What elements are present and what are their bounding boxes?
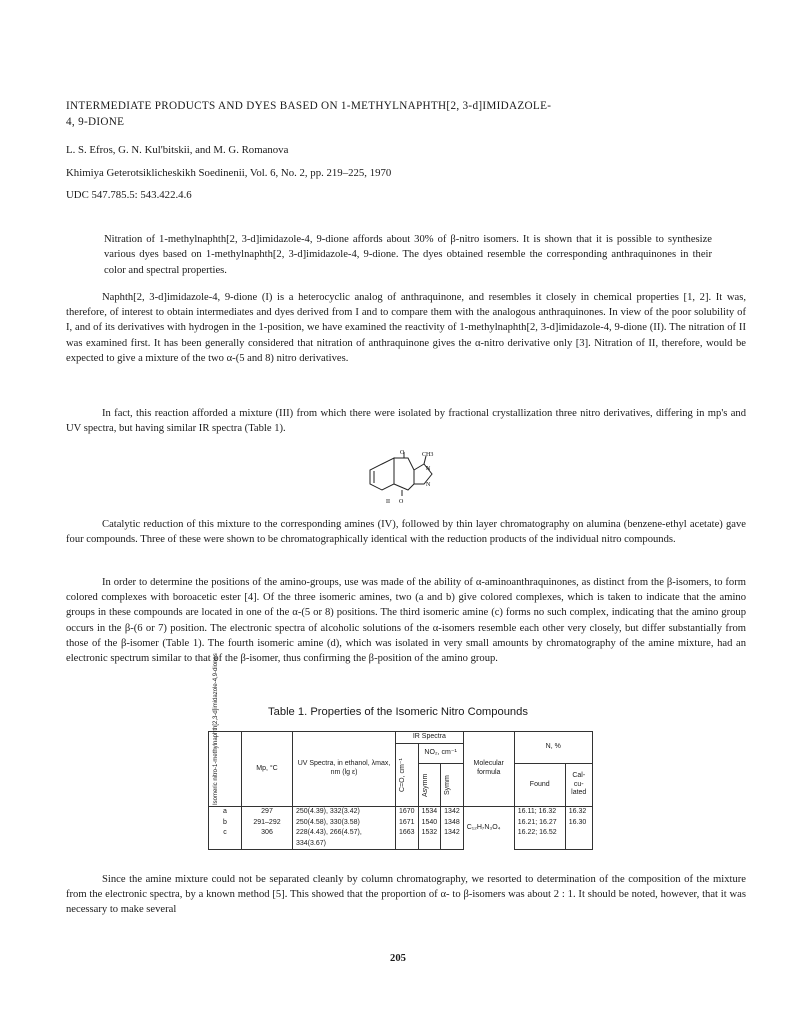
col-formula-header: Molecular formula: [463, 732, 514, 807]
methyl-label: CH3: [422, 452, 434, 458]
col-ir-header: IR Spectra: [396, 732, 464, 744]
col-n-header: N, %: [514, 732, 592, 764]
journal-citation: Khimiya Geterotsiklicheskikh Soedinenii, Vol. 6, No. 2, pp. 219–225, 1970: [66, 167, 392, 179]
title-line-1: INTERMEDIATE PRODUCTS AND DYES BASED ON 1-METHYLNAPHTH[2, 3-d]IMIDAZOLE-: [66, 100, 552, 112]
table-row: 334(3.67): [209, 839, 593, 850]
oxygen-bottom: O: [399, 499, 404, 504]
paragraph-5: Since the amine mixture could not be separated cleanly by column chromatography, we resorted to determination of the composition of the mixture from the electronic spectra, by a known method [5]. This showed that the proportion of α- to β-isomers was about 2 : 1. It should be noted, however, that it was necessary to make several: [66, 874, 746, 916]
table-row: c 306 228(4.43), 266(4.57), 1663 1532 1342 16.22; 16.52: [209, 828, 593, 839]
abstract: Nitration of 1-methylnaphth[2, 3-d]imidazole-4, 9-dione affords about 30% of β-nitro isomers. It is shown that it is possible to synthesize various dyes based on 1-methylnaphth[2, 3-d]imidazole-4, 9-dione. The dyes obtained resemble the corresponding anthraquinones in their color and spectral properties.: [104, 234, 712, 276]
col-found-header: Found: [514, 764, 565, 807]
paragraph-1: Naphth[2, 3-d]imidazole-4, 9-dione (I) is a heterocyclic analog of anthraquinone, and resembles it closely in chemical properties [1, 2]. It was, therefore, of interest to obtain intermediates and dyes derived from I and to compare them with the analogous anthraquinones. In view of the poor solubility of I, and of its derivatives with hydrogen in the 1-position, we have examined the reactivity of 1-methylnaphth[2, 3-d]imidazole-4, 9-dione (II). The nitration of II was examined first. It has been generally considered that nitration of anthraquinone gives the α-nitro derivative only [3]. Nitration of II, therefore, would be expected to give a mixture of the two α-(5 and 8) nitro derivatives.: [66, 292, 746, 364]
nitrogen-1: N: [426, 466, 431, 472]
table-caption: Table 1. Properties of the Isomeric Nitro Compounds: [268, 706, 528, 718]
paragraph-4: In order to determine the positions of the amino-groups, use was made of the ability of α-aminoanthraquinones, as distinct from the β-isomers, to form colored complexes with boroacetic ester [4]. Of the three isomeric amines, two (a and b) give colored complexes, which is taken to indicate that the amino groups in these compounds are located in one of the α-(5 or 8) positions. The third isomeric amine (c) forms no such complex, indicating that the amino group occurs in the β-(6 or 7) position. The electronic spectra of alcoholic solutions of the α-isomers resemble each other very closely, but differ substantially from those of the β-isomer (Table 1). The fourth isomeric amine (d), which was isolated in very small amounts by chromatography of the amine mixture, had an electronic spectrum similar to that of the β-isomer, thus confirming the β-position of the amino group.: [66, 577, 746, 665]
col-isomer-header: Isomeric nitro-1-methylnaphth[2,3-d]imidazole-4,9-diones: [209, 732, 242, 807]
oxygen-top: O: [400, 450, 405, 456]
nitrogen-3: N: [426, 482, 431, 488]
col-sym-header: Symm: [441, 764, 464, 807]
table-row: b 291–292 250(4.58), 330(3.58) 1671 1540 1348 16.21; 16.27 16.30: [209, 818, 593, 829]
col-uv-header: UV Spectra, in ethanol, λmax, nm (lg ε): [293, 732, 396, 807]
authors: L. S. Efros, G. N. Kul'bitskii, and M. G. Romanova: [66, 144, 289, 156]
paragraph-2: In fact, this reaction afforded a mixture (III) from which there were isolated by fractional crystallization three nitro derivatives, differing in mp's and UV spectra, but having similar IR spectra (Table 1).: [66, 408, 746, 435]
quinone-ring: [394, 458, 414, 490]
paragraph-3: Catalytic reduction of this mixture to the corresponding amines (IV), followed by thin layer chromatography on alumina (benzene-ethyl acetate) gave four compounds. Three of these were shown to be chromatographically identical with the reduction products of the individual nitro compounds.: [66, 519, 746, 546]
table-row: a 297 250(4.39), 332(3.42) 1670 1534 1342 C₁₂H₇N₃O₄ 16.11; 16.32 16.32: [209, 807, 593, 818]
col-no2-header: NO₂, cm⁻¹: [418, 743, 463, 763]
title-line-2: 4, 9-DIONE: [66, 116, 125, 128]
compound-numeral: II: [386, 499, 390, 504]
page-number: 205: [390, 953, 406, 964]
col-mp-header: Mp, °C: [242, 732, 293, 807]
chemical-structure: [366, 448, 448, 504]
col-co-header: C=O, cm⁻¹: [396, 743, 419, 806]
col-asym-header: Asymm: [418, 764, 441, 807]
col-calc-header: Cal-cu-lated: [565, 764, 592, 807]
article-title: [66, 98, 726, 130]
udc-code: UDC 547.785.5: 543.422.4.6: [66, 189, 192, 201]
